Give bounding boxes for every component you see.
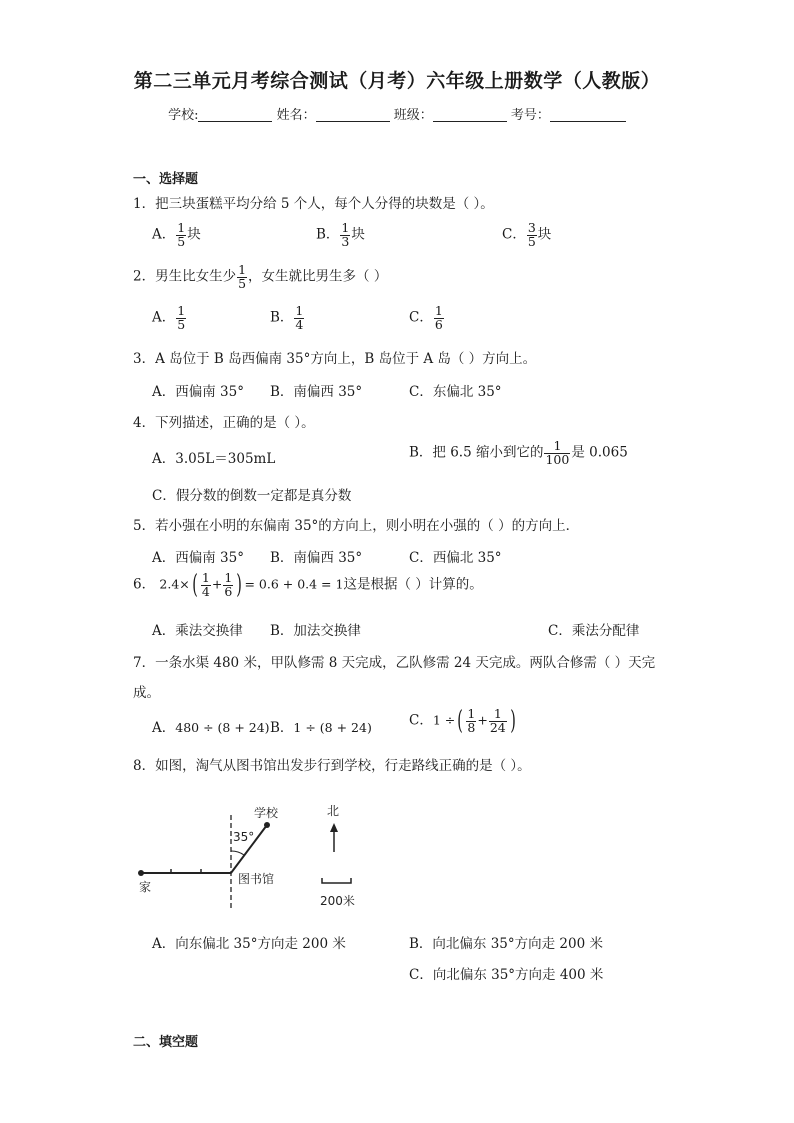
angle-arc: [231, 851, 244, 855]
option-label: C．: [409, 309, 433, 326]
left-paren: (: [457, 706, 464, 736]
denominator: 5: [238, 275, 247, 291]
question-1-option-c[interactable]: [502, 222, 551, 248]
option-label: C．: [409, 712, 433, 729]
denominator: 100: [545, 451, 570, 467]
numerator: 1: [341, 220, 350, 235]
numerator: 1: [201, 570, 210, 585]
option-label: B．: [270, 720, 294, 736]
question-7-text-line1: 7．一条水渠 480 米，甲队修需 8 天完成，乙队修需 24 天完成。两队合修需（ ）天完: [133, 655, 656, 671]
numerator: 1: [544, 440, 570, 454]
question-6-text: [133, 572, 483, 598]
question-3-text: 3．A 岛位于 B 岛西偏南 35°方向上，B 岛位于 A 岛（ ）方向上。: [133, 351, 537, 367]
denominator: 5: [177, 233, 186, 249]
question-8-option-a[interactable]: A．向东偏北 35°方向走 200 米: [152, 936, 346, 952]
numerator: 1: [434, 303, 443, 318]
question-7-option-a[interactable]: [152, 716, 270, 736]
school-label: 学校: [254, 806, 279, 820]
fraction: [340, 222, 350, 248]
fraction: [544, 440, 570, 466]
numerator: 1: [238, 262, 247, 277]
student-info-line: [0, 104, 794, 123]
school-blank[interactable]: [198, 107, 272, 122]
question-4-option-b[interactable]: [409, 440, 628, 466]
section-fill-heading: 二、填空题: [133, 1035, 199, 1050]
question-text-post: 这是根据（ ）计算的。: [343, 576, 483, 593]
question-1-option-a[interactable]: [152, 222, 201, 248]
scale-bar: [322, 878, 351, 883]
north-arrowhead-icon: [330, 823, 338, 832]
denominator: 6: [224, 583, 233, 599]
expression-post: = 0.6 + 0.4 = 1: [244, 576, 344, 592]
exam-no-blank[interactable]: [550, 107, 626, 122]
question-3-option-a[interactable]: A．西偏南 35°: [152, 384, 244, 400]
class-label: 班级：: [393, 108, 433, 123]
option-text-pre: B．把 6.5 缩小到它的: [409, 444, 544, 461]
option-label: B．: [270, 309, 294, 326]
question-number: 6．: [133, 576, 156, 593]
denominator: 5: [527, 233, 536, 249]
fraction: [201, 572, 211, 598]
option-expression: 480 ÷ (8 + 24): [175, 720, 270, 735]
numerator: 1: [177, 303, 186, 318]
question-7-option-c[interactable]: [409, 708, 518, 734]
question-2-option-c[interactable]: [409, 305, 445, 331]
question-5-option-a[interactable]: A．西偏南 35°: [152, 550, 244, 566]
question-6-option-b[interactable]: B．加法交换律: [270, 623, 361, 639]
option-expression: 1 ÷ (8 + 24): [293, 720, 372, 735]
scale-label: 200米: [320, 894, 355, 908]
question-5-option-b[interactable]: B．南偏西 35°: [270, 550, 363, 566]
question-1-text: 1．把三块蛋糕平均分给 5 个人，每个人分得的块数是（ ）。: [133, 196, 494, 212]
fraction: [466, 708, 476, 734]
name-label: 姓名：: [276, 108, 316, 123]
question-1-option-b[interactable]: [316, 222, 365, 248]
plus-sign: +: [211, 576, 223, 592]
fraction: [176, 305, 186, 331]
section-choice-heading: 一、选择题: [133, 172, 199, 187]
question-2-option-a[interactable]: [152, 305, 187, 331]
question-3-option-c[interactable]: C．东偏北 35°: [409, 384, 502, 400]
name-blank[interactable]: [316, 107, 390, 122]
question-4-option-a[interactable]: A．3.05L＝305mL: [152, 451, 276, 467]
unit: 块: [537, 226, 552, 243]
fraction: [489, 708, 507, 734]
north-label: 北: [327, 804, 340, 818]
question-4-option-c[interactable]: C．假分数的倒数一定都是真分数: [152, 488, 352, 504]
numerator: 1: [224, 570, 233, 585]
school-label: 学校:: [168, 108, 199, 123]
fraction: [176, 222, 186, 248]
numerator: 3: [527, 220, 536, 235]
question-7-text-line2: 成。: [133, 685, 160, 701]
question-6-option-a[interactable]: A．乘法交换律: [152, 623, 243, 639]
numerator: 1: [177, 220, 186, 235]
option-label: A．: [152, 720, 176, 736]
home-label: 家: [139, 880, 152, 894]
option-label: A．: [152, 226, 176, 243]
numerator: 1: [295, 303, 304, 318]
question-2-text: [133, 264, 387, 290]
fraction: [527, 222, 537, 248]
option-label: C．: [502, 226, 526, 243]
fraction: [434, 305, 444, 331]
unit: 块: [351, 226, 365, 243]
question-2-option-b[interactable]: [270, 305, 305, 331]
denominator: 24: [489, 719, 506, 735]
class-blank[interactable]: [433, 107, 507, 122]
fraction: [294, 305, 304, 331]
school-dot: [264, 822, 270, 828]
unit: 块: [187, 226, 201, 243]
question-8-option-c[interactable]: C．向北偏东 35°方向走 400 米: [409, 967, 604, 983]
fraction: [237, 264, 247, 290]
option-text-post: 是 0.065: [571, 444, 628, 461]
question-5-text: 5．若小强在小明的东偏南 35°的方向上，则小明在小强的（ ）的方向上．: [133, 518, 580, 534]
angle-label: 35°: [233, 830, 255, 844]
option-expression-pre: 1 ÷: [432, 712, 456, 728]
expression-pre: 2.4×: [159, 576, 190, 592]
question-text-post: ，女生就比男生多（ ）: [248, 268, 388, 285]
library-label: 图书馆: [238, 872, 275, 886]
home-dot: [138, 870, 144, 876]
denominator: 3: [341, 233, 350, 249]
question-3-option-b[interactable]: B．南偏西 35°: [270, 384, 363, 400]
right-paren: ): [236, 570, 243, 600]
numerator: 1: [467, 706, 476, 721]
denominator: 5: [177, 316, 186, 332]
option-label: B．: [316, 226, 340, 243]
denominator: 8: [467, 719, 476, 735]
exam-no-label: 考号：: [510, 108, 550, 123]
question-8-text: 8．如图，淘气从图书馆出发步行到学校，行走路线正确的是（ ）。: [133, 758, 531, 774]
map-figure: [130, 795, 370, 915]
page-title: 第二三单元月考综合测试（月考）六年级上册数学（人教版）: [133, 70, 661, 92]
numerator: 1: [489, 708, 507, 722]
plus-sign: +: [477, 712, 488, 728]
question-6-option-c[interactable]: C．乘法分配律: [548, 623, 640, 639]
question-8-option-b[interactable]: B．向北偏东 35°方向走 200 米: [409, 936, 603, 952]
right-paren: ): [510, 706, 516, 736]
denominator: 4: [201, 583, 210, 599]
question-text-pre: 2．男生比女生少: [133, 268, 237, 285]
denominator: 4: [295, 316, 304, 332]
denominator: 6: [434, 316, 443, 332]
question-7-option-b[interactable]: [270, 716, 372, 736]
fraction: [223, 572, 233, 598]
question-5-option-c[interactable]: C．西偏北 35°: [409, 550, 502, 566]
question-4-text: 4．下列描述，正确的是（ ）。: [133, 415, 315, 431]
option-label: A．: [152, 309, 176, 326]
left-paren: (: [192, 570, 198, 600]
